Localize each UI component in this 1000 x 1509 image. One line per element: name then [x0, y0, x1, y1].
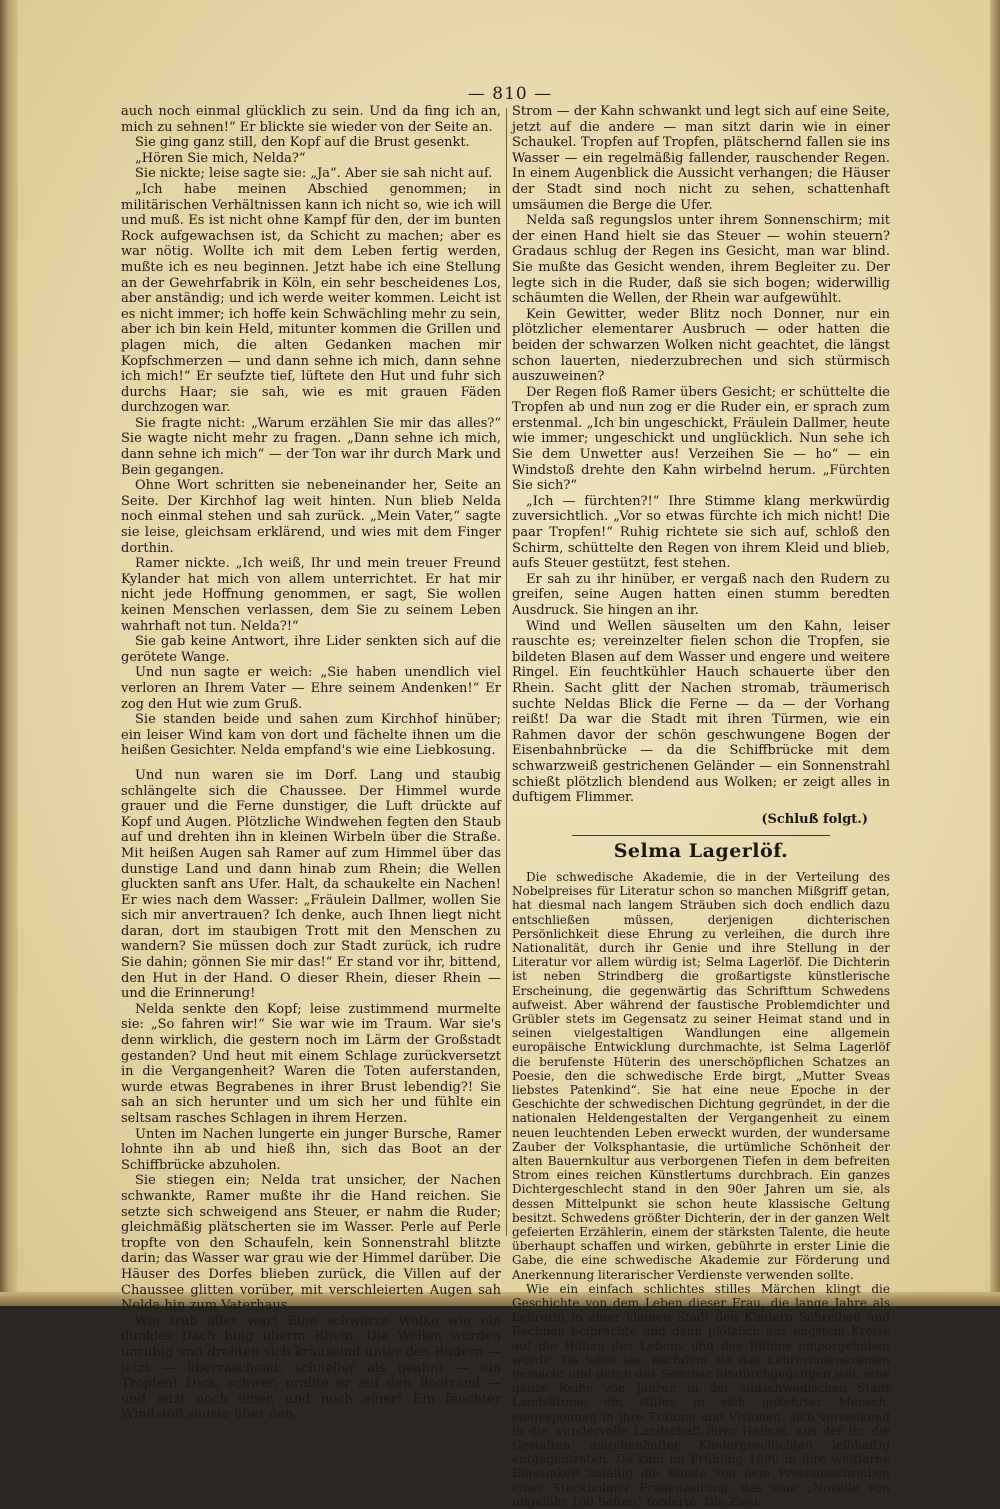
- left-paragraph: Ramer nickte. „Ich weiß, Ihr und mein treuer Freund Kylander hat mich von allem unterrichtet. Er hat mir nicht jede Hoffnung genommen, er sagt, Sie wollen keinen Menschen verlassen, dem Sie zu seinem Leben wahrhaft not tun. Nelda?!“: [121, 556, 501, 634]
- right-column: [512, 104, 890, 1509]
- article-paragraph: Wie ein einfach schlichtes stilles Märchen klingt die Geschichte von dem Leben dieser Frau, die lange Jahre als Lehrerin in einer kleinen Stadt den Kindern Schreiben und Rechnen beibrachte und dann plötzlich aus engstem Kreise auf die Höhen des Lebens und des Ruhms emporgehoben wurde. Da lebte sie, nachdem sie das Lehrerinnenexamen gemacht und durch das Seminar hindurchgegangen war, eine ganze Reihe von Jahren in der südschwedischen Stadt Landskrona, ein stiller, in sich gekehrter Mensch, eingesponnen in ihre Träume und Visionen, sich versenkend in die wundervolle Landschaft ihrer Heimat, aus der ihr die Gestalten märchenhafter Kindergeschichten leibhaftig entgegentraten. Da kam im Frühling 1890 in ihre weltferne Einsamkeit zufällig die Kunde von dem Preisausschreiben einer Stockholmer Frauenzeitung, das eine „Novelle von ungefähr 100 Seiten“ forderte. Die Zwei-: [512, 1281, 890, 1509]
- right-paragraph: Nelda saß regungslos unter ihrem Sonnenschirm; mit der einen Hand hielt sie das Steuer — wohin steuern? Gradaus schlug der Regen ins Gesicht, man war blind. Sie mußte das Gesicht wenden, ihrem Begleiter zu. Der legte sich in die Ruder, daß sie sich bogen; widerwillig schäumten die Wellen, der Rhein war aufgewühlt.: [512, 213, 890, 307]
- continued-note: (Schluß folgt.): [761, 811, 868, 827]
- left-paragraph: Unten im Nachen lungerte ein junger Bursche, Ramer lohnte ihn ab und hieß ihn, sich das Boot an der Schiffbrücke abzuholen.: [121, 1126, 501, 1173]
- right-paragraph: Kein Gewitter, weder Blitz noch Donner, nur ein plötzlicher elementarer Ausbruch — oder hatten die beiden der schwarzen Wolken nicht geachtet, die längst schon lauerten, niederzubrechen und sich stürmisch auszuweinen?: [512, 306, 890, 385]
- right-paragraph: Er sah zu ihr hinüber, er vergaß nach den Rudern zu greifen, seine Augen hatten einen stumm beredten Ausdruck. Sie hingen an ihr.: [512, 571, 890, 618]
- right-paragraph: „Ich — fürchten?!“ Ihre Stimme klang merkwürdig zuversichtlich. „Vor so etwas fürchte ich mich nicht! Die paar Tropfen!“ Ruhig richtete sie sich auf, schloß den Schirm, schüttelte den Regen von ihrem Kleid und blieb, aufs Steuer gestützt, fest stehen.: [512, 493, 890, 572]
- article-title: Selma Lagerlöf.: [613, 840, 789, 863]
- left-paragraph: Nelda senkte den Kopf; leise zustimmend murmelte sie: „So fahren wir!“ Sie war wie im Traum. War sie's denn wirklich, die gestern noch im Lärm der Großstadt gestanden? Und heut mit einem Schlage zurückversetzt in die Vergangenheit? Waren die Toten auferstanden, wurde etwas Begrabenes in ihrer Brust lebendig?! Sie sah an sich herunter und um sich her und fühlte ein seltsam rasches Schlagen in ihrem Herzen.: [121, 1001, 501, 1126]
- left-paragraph: Sie stiegen ein; Nelda trat unsicher, der Nachen schwankte, Ramer mußte ihr die Hand reichen. Sie setzte sich schweigend ans Steuer, er nahm die Ruder; gleichmäßig plätscherten sie im Wasser. Perle auf Perle tropfte von den Schaufeln, kein Sonnenstrahl blitzte darin; das Wasser war grau wie der Himmel darüber. Die Häuser des Dorfes blieben zurück, die Villen auf der Chaussee glitten vorüber, mit verschleierten Augen sah Nelda hin zum Vaterhaus.: [121, 1173, 501, 1314]
- page-edge-right: [990, 0, 1000, 1306]
- left-paragraph: Und nun waren sie im Dorf. Lang und staubig schlängelte sich die Chaussee. Der Himmel wurde grauer und die Ferne dunstiger, die Luft drückte auf Kopf und Augen. Plötzliche Windwehen fegten den Staub auf und drehten ihn in kleinen Wirbeln über die Straße. Mit heißen Augen sah Ramer auf zum Himmel über das dunstige Land und dann hinab zum Rhein; die Wellen gluckten sanft ans Ufer. Halt, da schaukelte ein Nachen! Er wies nach dem Wasser: „Fräulein Dallmer, wollen Sie sich mir anvertrauen? Ich denke, auch Ihnen liegt nicht daran, dort im staubigen Trott mit den Menschen zu wandern? Sie müssen doch zur Stadt zurück, ich rudre Sie dahin; gönnen Sie mir das!“ Er stand vor ihr, bittend, den Hut in der Hand. O dieser Rhein, dieser Rhein — und die Erinnerung!: [121, 767, 501, 1002]
- left-paragraph: Sie fragte nicht: „Warum erzählen Sie mir das alles?“ Sie wagte nicht mehr zu fragen. „Dann sehne ich mich, dann sehne ich mich“ — der Ton war ihr durch Mark und Bein gegangen.: [121, 415, 501, 478]
- section-rule: [572, 835, 830, 836]
- left-paragraph: Sie nickte; leise sagte sie: „Ja“. Aber sie sah nicht auf.: [135, 166, 493, 182]
- article-body: [512, 870, 890, 1509]
- left-paragraph: Sie ging ganz still, den Kopf auf die Brust gesenkt.: [135, 135, 470, 151]
- left-column: [121, 104, 501, 1423]
- left-paragraph: auch noch einmal glücklich zu sein. Und da fing ich an, mich zu sehnen!“ Er blickte sie wieder von der Seite an.: [121, 104, 501, 135]
- section-gap: [121, 759, 501, 768]
- left-paragraph: „Ich habe meinen Abschied genommen; in militärischen Verhältnissen kann ich nicht so, wie ich will und muß. Es ist nicht ohne Kampf für den, der im bunten Rock aufgewachsen ist, da Schicht zu machen; aber es war nötig. Wollte ich mit dem Leben fertig werden, mußte ich es neu beginnen. Jetzt habe ich eine Stellung an der Gewehrfabrik in Köln, ein sehr bescheidenes Los, aber anständig; und ich werde weiter kommen. Leicht ist es nicht immer; ich hoffe kein Schwächling mehr zu sein, aber ich bin kein Held, mitunter kommen die Grillen und plagen mich, die alten Gedanken machen mir Kopfschmerzen — und dann sehne ich mich, dann sehne ich mich!“ Er seufzte tief, lüftete den Hut und fuhr sich durchs Haar; sie sah, wie es mit grauen Fäden durchzogen war.: [121, 181, 501, 416]
- left-paragraph: Wie trüb alles war! Eine schwarze Wolke wie ein dunkles Dach hing überm Rhein. Die Wellen wurden unruhig und drehten sich kräuselnd unter den Rudern — jetzt — überraschend, schneller als geahnt — ein Tropfen! Dick, schwer, prallte er auf den Bootrand — und jetzt noch einer, und noch einer! Ein feuchter Windstoß sauste über den: [121, 1313, 501, 1423]
- left-paragraph: Ohne Wort schritten sie nebeneinander her, Seite an Seite. Der Kirchhof lag weit hinten. Nun blieb Nelda noch einmal stehen und sah zurück. „Mein Vater,“ sagte sie leise, gleichsam erklärend, und wies mit dem Finger dorthin.: [121, 478, 501, 556]
- left-paragraph: Sie standen beide und sahen zum Kirchhof hinüber; ein leiser Wind kam von dort und fächelte ihnen um die heißen Gesichter. Nelda empfand's wie eine Liebkosung.: [121, 712, 501, 759]
- left-paragraph: „Hören Sie mich, Nelda?“: [135, 150, 306, 166]
- page-number: — 810 —: [467, 84, 553, 104]
- right-paragraph: Der Regen floß Ramer übers Gesicht; er schüttelte die Tropfen ab und nun zog er die Ruder ein, er sprach zum erstenmal. „Ich bin ungeschickt, Fräulein Dallmer, heute wie immer; ungeschickt und unglücklich. Nun sehe ich Sie dem Unwetter aus! Verzeihen Sie — ho“ — ein Windstoß drehte den Kahn wirbelnd herum. „Fürchten Sie sich?“: [512, 384, 890, 494]
- article-paragraph: Die schwedische Akademie, die in der Verteilung des Nobelpreises für Literatur schon so manchen Mißgriff getan, hat diesmal nach langem Sträuben sich doch endlich dazu entschließen müssen, derjenigen dichterischen Persönlichkeit diese Ehrung zu verleihen, die durch ihre Nationalität, durch ihr Genie und ihre Stellung in der Literatur vor allem würdig ist; Selma Lagerlöf. Die Dichterin ist neben Strindberg die großartigste künstlerische Erscheinung, die gegenwärtig das Schrifttum Schwedens aufweist. Aber während der faustische Problemdichter und Grübler stets im Gegensatz zu seiner Heimat stand und in seinen vielgestaltigen Wandlungen eine allgemein europäische Entwicklung durchmachte, ist Selma Lagerlöf die berufenste Hüterin des unerschöpflichen Schatzes an Poesie, den die schwedische Erde birgt, „Mutter Sveas liebstes Patenkind“. Sie hat eine neue Epoche in der Geschichte der schwedischen Dichtung gegründet, in der die nationalen Heldengestalten der Vergangenheit zu einem neuen leuchtenden Leben erweckt wurden, der wundersame Zauber der Volksphantasie, die urtümliche Schönheit der alten Bauernkultur aus verborgenen Tiefen in dem befreiten Strom eines reichen Künstlertums durchbrach. Ein ganzes Dichtergeschlecht stand in den 90er Jahren um sie, als dessen Mittelpunkt sie schon heute klassische Geltung besitzt. Schwedens größter Dichterin, der in der ganzen Welt gefeierten Erzählerin, einem der stärksten Talente, die heute überhaupt schaffen und wirken, gebührte in erster Linie die Gabe, die eine schwedische Akademie zur Förderung und Anerkennung literarischer Verdienste verwenden sollte.: [512, 869, 890, 1282]
- right-paragraph: Strom — der Kahn schwankt und legt sich auf eine Seite, jetzt auf die andere — man sitzt darin wie in einer Schaukel. Tropfen auf Tropfen, plätschernd fallen sie ins Wasser — ein regelmäßig fallender, rauschender Regen. In einem Augenblick die Aussicht verhangen; die Häuser der Stadt sind noch nicht zu sehen, schattenhaft umsäumen die Berge die Ufer.: [512, 104, 890, 213]
- right-paragraph: Wind und Wellen säuselten um den Kahn, leiser rauschte es; vereinzelter fielen schon die Tropfen, sie bildeten Blasen auf dem Wasser und engere und weitere Ringel. Ein feuchtkühler Hauch schauerte über den Rhein. Sacht glitt der Nachen stromab, träumerisch suchte Neldas Blick die Ferne — da — der Vorhang reißt! Da war die Stadt mit ihren Türmen, wie ein Rahmen davor der schön geschwungene Bogen der Eisenbahnbrücke — da die Schiffbrücke mit dem schwarzweiß gestrichenen Geländer — ein Sonnenstrahl schießt plötzlich blendend aus Wolken; er zeigt alles in duftigem Flimmer.: [512, 618, 890, 806]
- book-spine-shadow: [0, 0, 18, 1306]
- left-paragraph: Und nun sagte er weich: „Sie haben unendlich viel verloren an Ihrem Vater — Ehre seinem Andenken!“ Er zog den Hut wie zum Gruß.: [121, 665, 501, 712]
- left-paragraph: Sie gab keine Antwort, ihre Lider senkten sich auf die gerötete Wange.: [121, 634, 501, 665]
- column-divider: [506, 108, 507, 1236]
